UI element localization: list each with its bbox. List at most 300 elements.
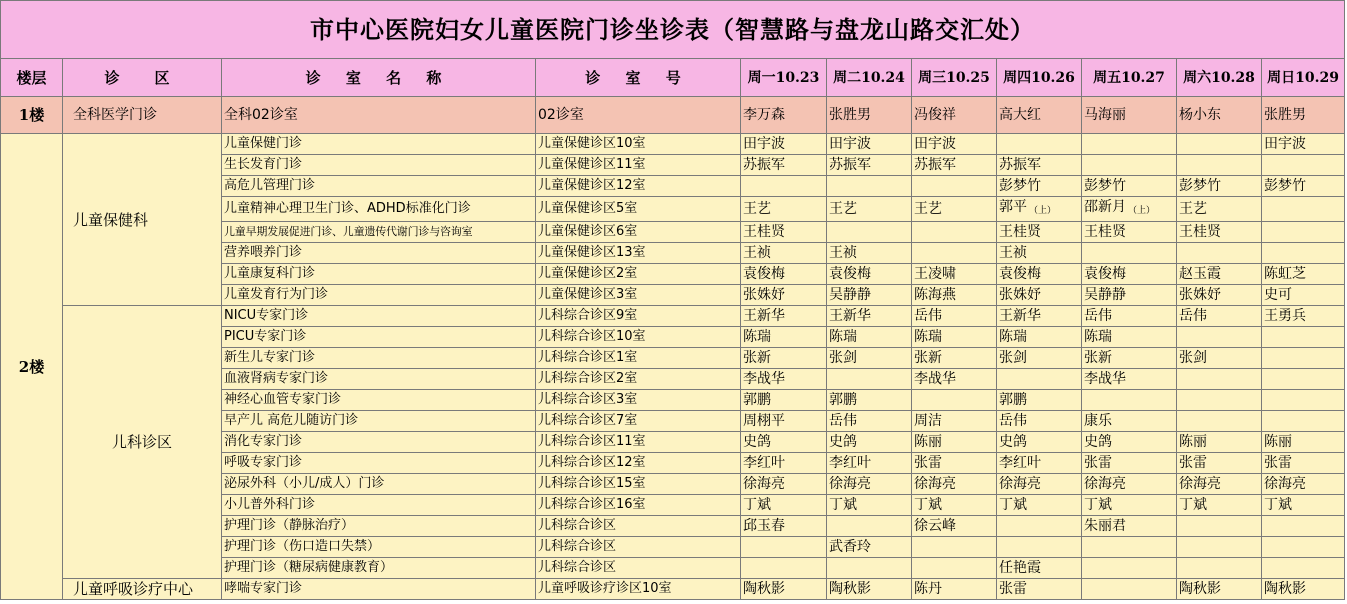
doctor-name: 王勇兵 [1264,308,1306,324]
room-number: 儿童保健诊区2室 [536,264,741,285]
doctor-name: 陈瑞 [1084,329,1112,345]
doctor-cell-sat [1177,197,1262,222]
doctor-name: 王艺 [743,201,771,217]
doctor-name: 王桂贤 [1179,224,1221,240]
doctor-name: 彭梦竹 [1179,178,1221,194]
doctor-cell-tue [827,537,912,558]
room-number: 儿童呼吸诊疗诊区10室 [536,579,741,600]
doctor-cell-fri [1082,558,1177,579]
room-name: 消化专家门诊 [222,432,536,453]
doctor-name: 王祯 [999,245,1027,261]
doctor-name: 陈丹 [914,581,942,597]
room-number: 儿科综合诊区1室 [536,348,741,369]
doctor-cell-sat [1177,390,1262,411]
doctor-name: 彭梦竹 [999,178,1041,194]
doctor-cell-sun [1262,474,1345,495]
doctor-name: 任艳霞 [999,560,1041,576]
header-day-wed: 周三10.25 [912,59,997,97]
doctor-name: 郭鹏 [999,392,1027,408]
doctor-cell-thu [997,264,1082,285]
doctor-cell-mon [741,264,827,285]
doctor-name: 王新华 [999,308,1041,324]
doctor-cell-sun [1262,264,1345,285]
doctor-name: 张剑 [999,350,1027,366]
doctor-cell-fri [1082,537,1177,558]
doctor-name: 岳伟 [829,413,857,429]
doctor-cell-sun [1262,327,1345,348]
doctor-name: 陈海燕 [914,287,956,303]
doctor-cell-thu [997,390,1082,411]
doctor-name: 张姝妤 [999,287,1041,303]
doctor-cell-sat [1177,348,1262,369]
doctor-name: 史鸽 [829,434,857,450]
header-day-tue: 周二10.24 [827,59,912,97]
doctor-cell-mon [741,432,827,453]
room-name: 儿童康复科门诊 [222,264,536,285]
doctor-cell-thu [997,558,1082,579]
doctor-cell-sat [1177,453,1262,474]
doctor-name: 丁斌 [914,497,942,513]
doctor-cell: 马海丽 [1082,97,1177,134]
doctor-cell-sat [1177,411,1262,432]
doctor-cell-wed [912,579,997,600]
table-row [1,97,1345,134]
doctor-cell-wed [912,327,997,348]
doctor-name: 徐海亮 [914,476,956,492]
doctor-cell-thu [997,432,1082,453]
doctor-name: 丁斌 [1084,497,1112,513]
doctor-cell-fri [1082,222,1177,243]
doctor-cell-sat [1177,285,1262,306]
room-name: 护理门诊（伤口造口失禁） [222,537,536,558]
doctor-cell-fri [1082,411,1177,432]
room-name: 新生儿专家门诊 [222,348,536,369]
doctor-name: 张雷 [999,581,1027,597]
doctor-name: 岳伟 [999,413,1027,429]
doctor-cell-tue [827,155,912,176]
doctor-cell-mon [741,453,827,474]
header-floor: 楼层 [1,59,63,97]
doctor-name: 陈丽 [914,434,942,450]
doctor-cell-thu [997,306,1082,327]
doctor-name: 王新华 [743,308,785,324]
room-number: 02诊室 [536,97,741,134]
table-row [1,579,1345,600]
doctor-cell-mon [741,369,827,390]
room-name: 哮喘专家门诊 [222,579,536,600]
doctor-name: 田宇波 [914,136,956,152]
room-number: 儿科综合诊区 [536,516,741,537]
doctor-name: 陶秋影 [1264,581,1306,597]
doctor-name: 徐海亮 [1179,476,1221,492]
doctor-cell: 冯俊祥 [912,97,997,134]
room-name: 儿童早期发展促进门诊、儿童遗传代谢门诊与咨询室 [222,222,536,243]
doctor-cell-sat [1177,243,1262,264]
header-day-fri: 周五10.27 [1082,59,1177,97]
doctor-name: 王凌啸 [914,266,956,282]
doctor-cell-thu [997,222,1082,243]
doctor-cell-wed [912,134,997,155]
doctor-cell-sat [1177,432,1262,453]
doctor-cell-sun [1262,558,1345,579]
doctor-cell-fri [1082,579,1177,600]
doctor-cell-mon [741,411,827,432]
doctor-name: 徐云峰 [914,518,956,534]
doctor-name: 岳伟 [914,308,942,324]
doctor-cell-sun [1262,197,1345,222]
doctor-name: 张姝妤 [1179,287,1221,303]
doctor-name: 陈丽 [1264,434,1292,450]
doctor-cell-sat [1177,222,1262,243]
doctor-cell-sat [1177,474,1262,495]
doctor-name: 陈瑞 [914,329,942,345]
doctor-name: 彭梦竹 [1084,178,1126,194]
doctor-name: 徐海亮 [743,476,785,492]
doctor-name: 袁俊梅 [1084,266,1126,282]
doctor-cell-wed [912,285,997,306]
room-name: 早产儿 高危儿随访门诊 [222,411,536,432]
doctor-name: 苏振军 [743,157,785,173]
doctor-name: 张新 [914,350,942,366]
room-number: 儿童保健诊区3室 [536,285,741,306]
doctor-name: 王桂贤 [1084,224,1126,240]
room-name: 儿童精神心理卫生门诊、ADHD标准化门诊 [222,197,536,222]
doctor-name: 王艺 [1179,201,1207,217]
doctor-cell-mon [741,516,827,537]
doctor-cell-sun [1262,134,1345,155]
doctor-cell-tue [827,285,912,306]
doctor-cell-sun [1262,495,1345,516]
doctor-name: 康乐 [1084,413,1112,429]
doctor-cell-sat [1177,134,1262,155]
room-name: 护理门诊（糖尿病健康教育） [222,558,536,579]
doctor-cell-tue [827,495,912,516]
doctor-cell-fri [1082,390,1177,411]
table-row [1,306,1345,327]
doctor-cell-mon [741,176,827,197]
room-number: 儿科综合诊区 [536,537,741,558]
doctor-name: 王艺 [914,201,942,217]
doctor-name: 张剑 [829,350,857,366]
doctor-cell-tue [827,453,912,474]
doctor-cell-wed [912,516,997,537]
doctor-name: 张新 [1084,350,1112,366]
doctor-name: 苏振军 [914,157,956,173]
doctor-cell-wed [912,176,997,197]
doctor-name: 周洁 [914,413,942,429]
doctor-name: 田宇波 [743,136,785,152]
doctor-cell: 张胜男 [1262,97,1345,134]
doctor-cell-sun [1262,348,1345,369]
doctor-name: 张雷 [914,455,942,471]
header-room-no: 诊 室 号 [536,59,741,97]
doctor-cell-wed [912,474,997,495]
doctor-name: 丁斌 [999,497,1027,513]
doctor-cell-thu [997,579,1082,600]
doctor-name: 岳伟 [1179,308,1207,324]
doctor-cell-fri [1082,306,1177,327]
doctor-name: 王祯 [743,245,771,261]
doctor-cell-tue [827,516,912,537]
doctor-cell-sat [1177,264,1262,285]
doctor-cell-sun [1262,516,1345,537]
doctor-cell-mon [741,390,827,411]
header-day-sat: 周六10.28 [1177,59,1262,97]
doctor-cell-sat [1177,306,1262,327]
doctor-name: 李红叶 [829,455,871,471]
doctor-cell-tue [827,306,912,327]
doctor-cell-thu [997,453,1082,474]
doctor-name: 邵新月 [1084,199,1126,215]
doctor-cell-tue [827,327,912,348]
header-day-thu: 周四10.26 [997,59,1082,97]
doctor-cell-mon [741,348,827,369]
doctor-name: 王艺 [829,201,857,217]
doctor-cell-wed [912,432,997,453]
doctor-name: 陶秋影 [829,581,871,597]
doctor-name: 王桂贤 [743,224,785,240]
doctor-name: 李红叶 [743,455,785,471]
doctor-cell-sun [1262,176,1345,197]
area-name: 全科医学门诊 [63,97,222,134]
room-name: 营养喂养门诊 [222,243,536,264]
room-number: 儿科综合诊区2室 [536,369,741,390]
doctor-cell-thu [997,134,1082,155]
doctor-cell-mon [741,537,827,558]
doctor-name: 丁斌 [829,497,857,513]
room-number: 儿科综合诊区15室 [536,474,741,495]
doctor-name: 陈瑞 [743,329,771,345]
header-area: 诊 区 [63,59,222,97]
room-number: 儿科综合诊区 [536,558,741,579]
doctor-cell-fri [1082,348,1177,369]
doctor-cell-tue [827,411,912,432]
doctor-cell-fri [1082,369,1177,390]
room-name: NICU专家门诊 [222,306,536,327]
doctor-cell-fri [1082,197,1177,222]
doctor-name: 陈丽 [1179,434,1207,450]
doctor-name: 袁俊梅 [829,266,871,282]
doctor-name: 赵玉霞 [1179,266,1221,282]
doctor-cell-tue [827,579,912,600]
doctor-cell-fri [1082,495,1177,516]
doctor-name: 吴静静 [1084,287,1126,303]
doctor-cell-sat [1177,558,1262,579]
doctor-cell-wed [912,495,997,516]
room-number: 儿科综合诊区7室 [536,411,741,432]
doctor-name: 武香玲 [829,539,871,555]
area-name: 儿童呼吸诊疗中心 [63,579,222,600]
doctor-name: 陶秋影 [743,581,785,597]
doctor-cell-sun [1262,390,1345,411]
doctor-cell-sat [1177,327,1262,348]
doctor-cell-tue [827,474,912,495]
doctor-cell-mon [741,495,827,516]
doctor-name: 丁斌 [743,497,771,513]
doctor-name: 岳伟 [1084,308,1112,324]
doctor-cell-sun [1262,537,1345,558]
doctor-cell-sun [1262,432,1345,453]
doctor-cell-thu [997,176,1082,197]
doctor-cell-sun [1262,306,1345,327]
doctor-cell-wed [912,390,997,411]
doctor-name: 袁俊梅 [743,266,785,282]
doctor-name: 张雷 [1084,455,1112,471]
room-name: 小儿普外科门诊 [222,495,536,516]
doctor-cell-fri [1082,516,1177,537]
doctor-name: 苏振军 [999,157,1041,173]
doctor-name: 张雷 [1179,455,1207,471]
doctor-name: 徐海亮 [1084,476,1126,492]
room-name: 高危儿管理门诊 [222,176,536,197]
doctor-cell-fri [1082,155,1177,176]
doctor-cell-thu [997,348,1082,369]
room-number: 儿童保健诊区6室 [536,222,741,243]
doctor-cell-fri [1082,243,1177,264]
doctor-cell-mon [741,306,827,327]
doctor-cell-wed [912,348,997,369]
doctor-name: 李战华 [1084,371,1126,387]
doctor-cell-sun [1262,411,1345,432]
doctor-cell: 杨小东 [1177,97,1262,134]
doctor-cell-fri [1082,327,1177,348]
doctor-cell-tue [827,243,912,264]
doctor-cell-sun [1262,243,1345,264]
doctor-cell-mon [741,243,827,264]
area-name: 儿童保健科 [63,134,222,306]
doctor-name: 袁俊梅 [999,266,1041,282]
room-name: 呼吸专家门诊 [222,453,536,474]
doctor-name: 张雷 [1264,455,1292,471]
doctor-cell-sat [1177,495,1262,516]
doctor-cell-fri [1082,176,1177,197]
doctor-cell-fri [1082,285,1177,306]
room-number: 儿童保健诊区11室 [536,155,741,176]
doctor-name: 徐海亮 [829,476,871,492]
doctor-cell-sun [1262,453,1345,474]
header-day-mon: 周一10.23 [741,59,827,97]
doctor-name: 陈瑞 [829,329,857,345]
doctor-cell-tue [827,390,912,411]
doctor-cell-sat [1177,176,1262,197]
doctor-cell-mon [741,327,827,348]
doctor-cell-sat [1177,516,1262,537]
doctor-cell-tue [827,558,912,579]
doctor-name: 史鸽 [1084,434,1112,450]
doctor-cell-thu [997,516,1082,537]
doctor-name: 周栩平 [743,413,785,429]
shift-note: （上） [1128,206,1156,216]
doctor-cell-thu [997,285,1082,306]
doctor-cell-thu [997,327,1082,348]
doctor-name: 郭鹏 [743,392,771,408]
doctor-cell-sun [1262,369,1345,390]
doctor-cell-fri [1082,264,1177,285]
doctor-name: 朱丽君 [1084,518,1126,534]
doctor-cell-mon [741,558,827,579]
shift-note: （上） [1029,206,1057,216]
doctor-cell-mon [741,579,827,600]
doctor-cell-sat [1177,155,1262,176]
doctor-cell-mon [741,197,827,222]
doctor-name: 陶秋影 [1179,581,1221,597]
doctor-name: 史鸽 [999,434,1027,450]
doctor-name: 陈瑞 [999,329,1027,345]
room-number: 儿童保健诊区13室 [536,243,741,264]
doctor-cell-sun [1262,285,1345,306]
doctor-cell-sat [1177,369,1262,390]
doctor-name: 李战华 [743,371,785,387]
doctor-cell-wed [912,306,997,327]
doctor-cell-thu [997,243,1082,264]
doctor-name: 王祯 [829,245,857,261]
room-name: 儿童保健门诊 [222,134,536,155]
table-row [1,134,1345,155]
doctor-name: 郭鹏 [829,392,857,408]
doctor-cell-wed [912,222,997,243]
doctor-cell: 李万森 [741,97,827,134]
room-number: 儿科综合诊区16室 [536,495,741,516]
floor-label-2: 2楼 [1,134,63,600]
room-number: 儿科综合诊区10室 [536,327,741,348]
doctor-name: 李红叶 [999,455,1041,471]
room-number: 儿科综合诊区3室 [536,390,741,411]
doctor-cell-tue [827,197,912,222]
doctor-cell-thu [997,495,1082,516]
doctor-cell-sat [1177,537,1262,558]
doctor-name: 邱玉春 [743,518,785,534]
doctor-cell-thu [997,474,1082,495]
doctor-cell-fri [1082,474,1177,495]
room-name: 护理门诊（静脉治疗） [222,516,536,537]
room-number: 儿童保健诊区5室 [536,197,741,222]
doctor-cell-fri [1082,134,1177,155]
room-name: 泌尿外科（小儿/成人）门诊 [222,474,536,495]
doctor-cell-wed [912,243,997,264]
doctor-name: 李战华 [914,371,956,387]
doctor-cell-mon [741,285,827,306]
doctor-name: 郭平 [999,199,1027,215]
doctor-cell-sun [1262,579,1345,600]
doctor-name: 史可 [1264,287,1292,303]
doctor-cell-sun [1262,222,1345,243]
doctor-cell-tue [827,176,912,197]
header-room-name: 诊 室 名 称 [222,59,536,97]
doctor-cell-tue [827,432,912,453]
doctor-cell-thu [997,369,1082,390]
doctor-name: 丁斌 [1179,497,1207,513]
doctor-cell-thu [997,197,1082,222]
doctor-cell-tue [827,369,912,390]
doctor-name: 田宇波 [829,136,871,152]
doctor-cell-thu [997,537,1082,558]
header-day-sun: 周日10.29 [1262,59,1345,97]
doctor-cell-wed [912,411,997,432]
room-number: 儿科综合诊区9室 [536,306,741,327]
room-number: 儿科综合诊区12室 [536,453,741,474]
doctor-name: 史鸽 [743,434,771,450]
room-name: 生长发育门诊 [222,155,536,176]
doctor-name: 王新华 [829,308,871,324]
page-title: 市中心医院妇女儿童医院门诊坐诊表（智慧路与盘龙山路交汇处） [1,1,1345,59]
doctor-name: 张姝妤 [743,287,785,303]
doctor-cell-wed [912,155,997,176]
room-number: 儿科综合诊区11室 [536,432,741,453]
floor-label-1: 1楼 [1,97,63,134]
doctor-name: 田宇波 [1264,136,1306,152]
doctor-name: 陈虹芝 [1264,266,1306,282]
doctor-cell-wed [912,197,997,222]
